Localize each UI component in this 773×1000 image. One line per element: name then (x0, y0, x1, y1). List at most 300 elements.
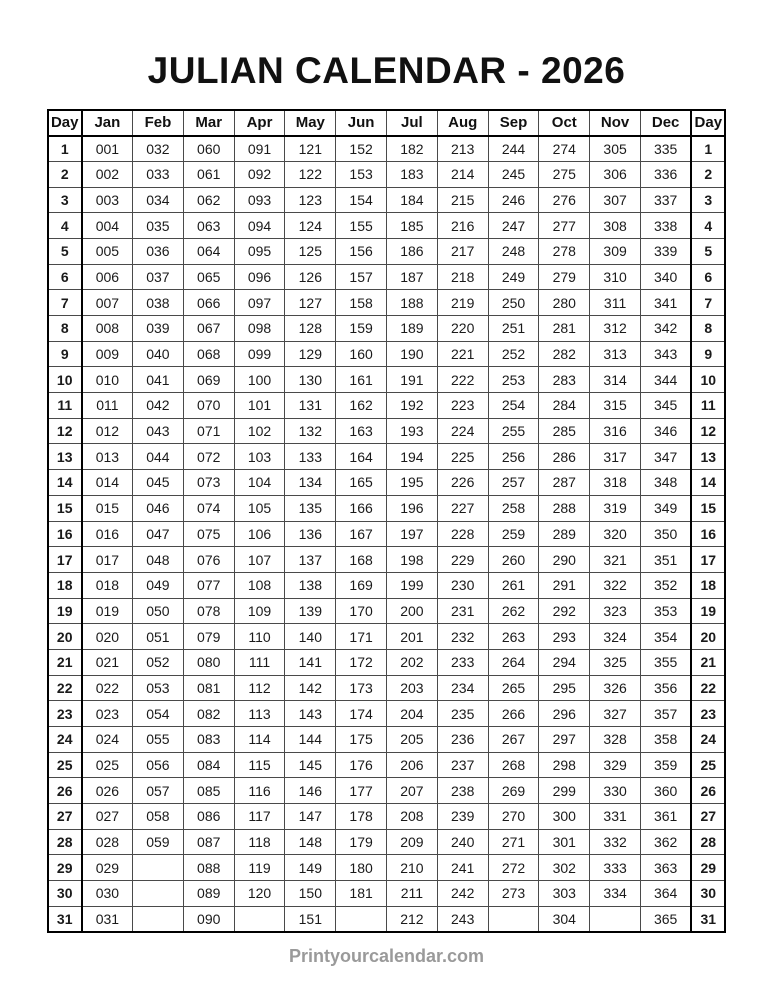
julian-day-cell: 242 (437, 881, 488, 907)
day-number-left: 14 (48, 470, 82, 496)
julian-day-cell: 133 (285, 444, 336, 470)
julian-day-cell: 049 (133, 572, 184, 598)
julian-day-cell: 044 (133, 444, 184, 470)
table-row (48, 393, 726, 419)
julian-day-cell: 171 (336, 624, 387, 650)
julian-day-cell: 155 (336, 213, 387, 239)
julian-day-cell: 176 (336, 752, 387, 778)
julian-day-cell: 205 (387, 727, 438, 753)
julian-day-cell: 333 (590, 855, 641, 881)
julian-day-cell: 262 (488, 598, 539, 624)
col-header-nov: Nov (590, 110, 641, 136)
col-header-aug: Aug (437, 110, 488, 136)
julian-day-cell: 003 (82, 187, 133, 213)
day-number-left: 7 (48, 290, 82, 316)
julian-day-cell (133, 855, 184, 881)
julian-day-cell: 014 (82, 470, 133, 496)
julian-day-cell: 253 (488, 367, 539, 393)
julian-day-cell: 068 (183, 341, 234, 367)
julian-day-cell: 073 (183, 470, 234, 496)
julian-day-cell: 029 (82, 855, 133, 881)
julian-day-cell: 201 (387, 624, 438, 650)
julian-day-cell: 207 (387, 778, 438, 804)
julian-day-cell: 065 (183, 264, 234, 290)
julian-day-cell: 219 (437, 290, 488, 316)
julian-day-cell: 040 (133, 341, 184, 367)
julian-day-cell: 216 (437, 213, 488, 239)
julian-day-cell: 260 (488, 547, 539, 573)
julian-day-cell: 282 (539, 341, 590, 367)
julian-day-cell: 112 (234, 675, 285, 701)
julian-day-cell: 152 (336, 136, 387, 162)
day-number-left: 26 (48, 778, 82, 804)
julian-day-cell: 075 (183, 521, 234, 547)
julian-day-cell: 110 (234, 624, 285, 650)
julian-day-cell: 011 (82, 393, 133, 419)
julian-day-cell: 015 (82, 495, 133, 521)
julian-day-cell: 030 (82, 881, 133, 907)
julian-day-cell: 069 (183, 367, 234, 393)
day-number-right: 27 (691, 804, 725, 830)
julian-day-cell: 269 (488, 778, 539, 804)
julian-day-cell: 056 (133, 752, 184, 778)
julian-day-cell: 325 (590, 649, 641, 675)
julian-day-cell: 200 (387, 598, 438, 624)
julian-day-cell: 302 (539, 855, 590, 881)
julian-day-cell: 279 (539, 264, 590, 290)
header-row (48, 110, 726, 136)
julian-day-cell: 297 (539, 727, 590, 753)
julian-day-cell: 156 (336, 238, 387, 264)
julian-day-cell: 288 (539, 495, 590, 521)
julian-day-cell: 335 (640, 136, 691, 162)
julian-day-cell: 364 (640, 881, 691, 907)
julian-day-cell: 237 (437, 752, 488, 778)
julian-day-cell: 064 (183, 238, 234, 264)
julian-day-cell: 181 (336, 881, 387, 907)
julian-day-cell: 267 (488, 727, 539, 753)
julian-day-cell: 164 (336, 444, 387, 470)
julian-day-cell: 087 (183, 829, 234, 855)
julian-day-cell: 092 (234, 161, 285, 187)
julian-day-cell: 113 (234, 701, 285, 727)
julian-day-cell: 107 (234, 547, 285, 573)
table-row (48, 238, 726, 264)
table-row (48, 521, 726, 547)
julian-day-cell: 284 (539, 393, 590, 419)
julian-day-cell: 051 (133, 624, 184, 650)
julian-day-cell: 178 (336, 804, 387, 830)
julian-day-cell: 094 (234, 213, 285, 239)
day-number-right: 19 (691, 598, 725, 624)
julian-day-cell: 294 (539, 649, 590, 675)
julian-day-cell: 053 (133, 675, 184, 701)
julian-day-cell: 314 (590, 367, 641, 393)
julian-day-cell: 174 (336, 701, 387, 727)
julian-day-cell: 311 (590, 290, 641, 316)
day-number-left: 19 (48, 598, 82, 624)
julian-day-cell: 192 (387, 393, 438, 419)
table-row (48, 906, 726, 932)
julian-day-cell: 071 (183, 418, 234, 444)
julian-day-cell: 347 (640, 444, 691, 470)
day-number-left: 25 (48, 752, 82, 778)
julian-day-cell: 195 (387, 470, 438, 496)
julian-day-cell: 139 (285, 598, 336, 624)
julian-day-cell: 088 (183, 855, 234, 881)
julian-day-cell: 114 (234, 727, 285, 753)
julian-day-cell: 021 (82, 649, 133, 675)
day-number-left: 24 (48, 727, 82, 753)
julian-day-cell: 350 (640, 521, 691, 547)
julian-day-cell: 259 (488, 521, 539, 547)
day-number-right: 20 (691, 624, 725, 650)
julian-day-cell: 039 (133, 316, 184, 342)
julian-day-cell: 227 (437, 495, 488, 521)
julian-day-cell: 251 (488, 316, 539, 342)
julian-day-cell: 358 (640, 727, 691, 753)
julian-day-cell: 257 (488, 470, 539, 496)
julian-day-cell: 079 (183, 624, 234, 650)
julian-day-cell: 223 (437, 393, 488, 419)
julian-day-cell: 270 (488, 804, 539, 830)
julian-day-cell: 085 (183, 778, 234, 804)
table-row (48, 136, 726, 162)
julian-day-cell: 295 (539, 675, 590, 701)
julian-day-cell: 228 (437, 521, 488, 547)
day-number-left: 2 (48, 161, 82, 187)
col-header-day-left: Day (48, 110, 82, 136)
julian-day-cell: 310 (590, 264, 641, 290)
julian-day-cell: 337 (640, 187, 691, 213)
julian-day-cell: 362 (640, 829, 691, 855)
day-number-right: 21 (691, 649, 725, 675)
table-row (48, 418, 726, 444)
julian-day-cell: 095 (234, 238, 285, 264)
julian-day-cell: 231 (437, 598, 488, 624)
julian-day-cell: 236 (437, 727, 488, 753)
julian-day-cell: 119 (234, 855, 285, 881)
julian-day-cell: 058 (133, 804, 184, 830)
julian-day-cell: 179 (336, 829, 387, 855)
julian-day-cell: 074 (183, 495, 234, 521)
julian-day-cell: 306 (590, 161, 641, 187)
julian-day-cell: 143 (285, 701, 336, 727)
julian-day-cell: 173 (336, 675, 387, 701)
julian-day-cell: 209 (387, 829, 438, 855)
julian-day-cell: 281 (539, 316, 590, 342)
julian-day-cell: 001 (82, 136, 133, 162)
julian-day-cell: 153 (336, 161, 387, 187)
julian-day-cell: 220 (437, 316, 488, 342)
table-row (48, 161, 726, 187)
julian-day-cell: 023 (82, 701, 133, 727)
julian-day-cell: 248 (488, 238, 539, 264)
julian-day-cell: 129 (285, 341, 336, 367)
day-number-right: 17 (691, 547, 725, 573)
julian-day-cell: 273 (488, 881, 539, 907)
julian-day-cell: 004 (82, 213, 133, 239)
table-row (48, 572, 726, 598)
julian-day-cell: 206 (387, 752, 438, 778)
julian-day-cell: 124 (285, 213, 336, 239)
julian-day-cell: 232 (437, 624, 488, 650)
table-row (48, 649, 726, 675)
julian-day-cell: 352 (640, 572, 691, 598)
julian-day-cell: 249 (488, 264, 539, 290)
julian-day-cell: 230 (437, 572, 488, 598)
julian-day-cell: 054 (133, 701, 184, 727)
julian-day-cell: 177 (336, 778, 387, 804)
julian-day-cell: 300 (539, 804, 590, 830)
julian-day-cell: 271 (488, 829, 539, 855)
julian-day-cell: 161 (336, 367, 387, 393)
julian-day-cell: 050 (133, 598, 184, 624)
day-number-left: 4 (48, 213, 82, 239)
col-header-jan: Jan (82, 110, 133, 136)
julian-day-cell: 046 (133, 495, 184, 521)
day-number-right: 5 (691, 238, 725, 264)
julian-day-cell (336, 906, 387, 932)
julian-day-cell: 247 (488, 213, 539, 239)
julian-day-cell: 010 (82, 367, 133, 393)
julian-day-cell: 245 (488, 161, 539, 187)
julian-day-cell: 028 (82, 829, 133, 855)
julian-day-cell: 224 (437, 418, 488, 444)
julian-day-cell: 048 (133, 547, 184, 573)
julian-day-cell: 025 (82, 752, 133, 778)
julian-day-cell: 312 (590, 316, 641, 342)
julian-day-cell: 154 (336, 187, 387, 213)
julian-day-cell: 339 (640, 238, 691, 264)
julian-day-cell: 361 (640, 804, 691, 830)
footer-watermark: Printyourcalendar.com (288, 946, 485, 966)
julian-day-cell: 351 (640, 547, 691, 573)
julian-day-cell: 141 (285, 649, 336, 675)
julian-day-cell: 012 (82, 418, 133, 444)
day-number-right: 6 (691, 264, 725, 290)
julian-day-cell: 168 (336, 547, 387, 573)
table-row (48, 187, 726, 213)
julian-day-cell: 222 (437, 367, 488, 393)
julian-day-cell: 215 (437, 187, 488, 213)
julian-day-cell: 322 (590, 572, 641, 598)
julian-day-cell: 105 (234, 495, 285, 521)
julian-day-cell: 191 (387, 367, 438, 393)
day-number-right: 30 (691, 881, 725, 907)
day-number-left: 16 (48, 521, 82, 547)
julian-day-cell: 360 (640, 778, 691, 804)
julian-day-cell: 345 (640, 393, 691, 419)
julian-day-cell: 275 (539, 161, 590, 187)
day-number-right: 15 (691, 495, 725, 521)
julian-day-cell: 158 (336, 290, 387, 316)
julian-day-cell: 283 (539, 367, 590, 393)
julian-day-cell: 354 (640, 624, 691, 650)
julian-day-cell: 077 (183, 572, 234, 598)
julian-day-cell: 348 (640, 470, 691, 496)
julian-day-cell: 122 (285, 161, 336, 187)
col-header-oct: Oct (539, 110, 590, 136)
day-number-left: 13 (48, 444, 82, 470)
julian-day-cell: 104 (234, 470, 285, 496)
julian-day-cell: 151 (285, 906, 336, 932)
julian-day-cell: 292 (539, 598, 590, 624)
julian-day-cell: 066 (183, 290, 234, 316)
julian-day-cell: 202 (387, 649, 438, 675)
julian-day-cell: 213 (437, 136, 488, 162)
day-number-left: 30 (48, 881, 82, 907)
julian-day-cell: 243 (437, 906, 488, 932)
day-number-right: 18 (691, 572, 725, 598)
col-header-apr: Apr (234, 110, 285, 136)
julian-day-cell: 221 (437, 341, 488, 367)
julian-day-cell: 186 (387, 238, 438, 264)
day-number-left: 8 (48, 316, 82, 342)
julian-day-cell: 240 (437, 829, 488, 855)
julian-day-cell: 165 (336, 470, 387, 496)
julian-day-cell: 334 (590, 881, 641, 907)
julian-day-cell: 097 (234, 290, 285, 316)
julian-day-cell: 006 (82, 264, 133, 290)
table-row (48, 727, 726, 753)
julian-day-cell: 024 (82, 727, 133, 753)
julian-day-cell: 084 (183, 752, 234, 778)
julian-day-cell: 250 (488, 290, 539, 316)
julian-day-cell: 303 (539, 881, 590, 907)
julian-day-cell: 187 (387, 264, 438, 290)
day-number-left: 3 (48, 187, 82, 213)
julian-day-cell: 365 (640, 906, 691, 932)
julian-day-cell: 135 (285, 495, 336, 521)
julian-day-cell: 089 (183, 881, 234, 907)
julian-day-cell: 291 (539, 572, 590, 598)
julian-day-cell: 042 (133, 393, 184, 419)
table-row (48, 290, 726, 316)
table-row (48, 855, 726, 881)
julian-day-cell: 229 (437, 547, 488, 573)
julian-day-cell: 043 (133, 418, 184, 444)
day-number-left: 29 (48, 855, 82, 881)
day-number-right: 11 (691, 393, 725, 419)
julian-day-cell: 226 (437, 470, 488, 496)
day-number-right: 9 (691, 341, 725, 367)
day-number-left: 17 (48, 547, 82, 573)
julian-day-cell: 198 (387, 547, 438, 573)
julian-day-cell: 070 (183, 393, 234, 419)
julian-day-cell: 034 (133, 187, 184, 213)
julian-day-cell: 052 (133, 649, 184, 675)
julian-day-cell: 319 (590, 495, 641, 521)
julian-day-cell: 062 (183, 187, 234, 213)
julian-day-cell: 244 (488, 136, 539, 162)
julian-day-cell: 289 (539, 521, 590, 547)
julian-day-cell: 266 (488, 701, 539, 727)
julian-day-cell: 264 (488, 649, 539, 675)
julian-day-cell: 356 (640, 675, 691, 701)
julian-day-cell: 218 (437, 264, 488, 290)
julian-day-cell: 081 (183, 675, 234, 701)
col-header-may: May (285, 110, 336, 136)
julian-day-cell (133, 906, 184, 932)
day-number-left: 21 (48, 649, 82, 675)
day-number-left: 11 (48, 393, 82, 419)
day-number-right: 25 (691, 752, 725, 778)
julian-day-cell: 140 (285, 624, 336, 650)
day-number-right: 10 (691, 367, 725, 393)
julian-day-cell: 033 (133, 161, 184, 187)
julian-day-cell (488, 906, 539, 932)
julian-day-cell: 332 (590, 829, 641, 855)
col-header-dec: Dec (640, 110, 691, 136)
julian-day-cell: 286 (539, 444, 590, 470)
julian-day-cell: 239 (437, 804, 488, 830)
julian-day-cell: 166 (336, 495, 387, 521)
julian-day-cell: 123 (285, 187, 336, 213)
julian-day-cell: 018 (82, 572, 133, 598)
col-header-day-right: Day (691, 110, 725, 136)
julian-day-cell: 096 (234, 264, 285, 290)
julian-day-cell: 137 (285, 547, 336, 573)
julian-day-cell: 131 (285, 393, 336, 419)
julian-day-cell: 035 (133, 213, 184, 239)
julian-day-cell: 038 (133, 290, 184, 316)
day-number-right: 2 (691, 161, 725, 187)
julian-day-cell: 007 (82, 290, 133, 316)
day-number-right: 26 (691, 778, 725, 804)
julian-day-cell: 255 (488, 418, 539, 444)
julian-day-cell: 083 (183, 727, 234, 753)
julian-day-cell: 296 (539, 701, 590, 727)
julian-day-cell: 026 (82, 778, 133, 804)
julian-day-cell: 299 (539, 778, 590, 804)
julian-day-cell: 175 (336, 727, 387, 753)
julian-day-cell: 093 (234, 187, 285, 213)
day-number-left: 31 (48, 906, 82, 932)
table-row (48, 547, 726, 573)
julian-day-cell: 009 (82, 341, 133, 367)
julian-day-cell: 055 (133, 727, 184, 753)
julian-day-cell: 265 (488, 675, 539, 701)
julian-day-cell: 210 (387, 855, 438, 881)
julian-day-cell: 148 (285, 829, 336, 855)
day-number-right: 13 (691, 444, 725, 470)
col-header-sep: Sep (488, 110, 539, 136)
table-row (48, 778, 726, 804)
julian-day-cell: 225 (437, 444, 488, 470)
julian-day-cell: 304 (539, 906, 590, 932)
julian-day-cell: 138 (285, 572, 336, 598)
julian-day-cell: 127 (285, 290, 336, 316)
table-row (48, 444, 726, 470)
julian-day-cell: 208 (387, 804, 438, 830)
julian-day-cell: 163 (336, 418, 387, 444)
julian-day-cell: 330 (590, 778, 641, 804)
julian-day-cell: 309 (590, 238, 641, 264)
day-number-right: 29 (691, 855, 725, 881)
julian-day-cell: 037 (133, 264, 184, 290)
julian-day-cell: 234 (437, 675, 488, 701)
julian-day-cell: 101 (234, 393, 285, 419)
julian-day-cell: 254 (488, 393, 539, 419)
julian-day-cell: 057 (133, 778, 184, 804)
julian-day-cell: 041 (133, 367, 184, 393)
julian-day-cell: 212 (387, 906, 438, 932)
table-row (48, 213, 726, 239)
julian-day-cell: 031 (82, 906, 133, 932)
day-number-left: 10 (48, 367, 82, 393)
day-number-right: 14 (691, 470, 725, 496)
